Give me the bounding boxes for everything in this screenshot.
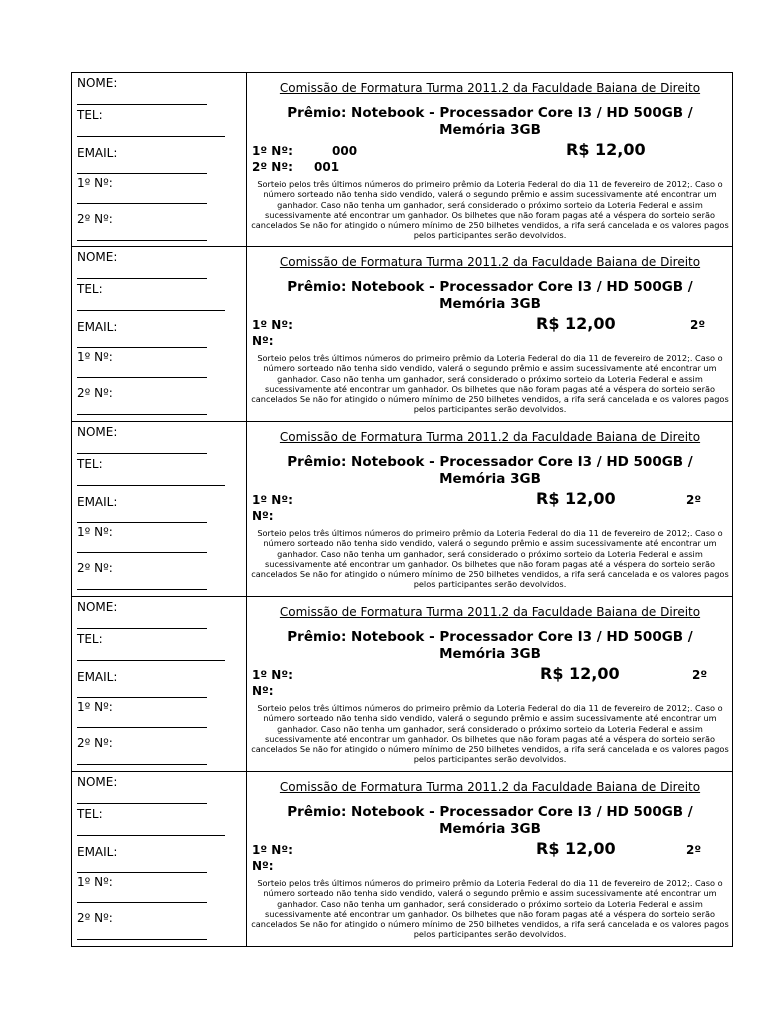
second-number-label: 2º Nº: [252,160,293,174]
name-line [77,453,207,454]
ticket-body [248,247,732,421]
ticket-price: R$ 12,00 [536,489,616,508]
second-number-value: 001 [314,160,340,174]
second-number-label: 2º Nº: [77,386,113,400]
committee-title: Comissão de Formatura Turma 2011.2 da Faculdade Baiana de Direito [279,255,701,269]
tel-label: TEL: [77,807,103,821]
ticket-stub [72,247,247,421]
committee-title: Comissão de Formatura Turma 2011.2 da Faculdade Baiana de Direito [279,780,701,794]
second-number-label: 2º Nº: [77,911,113,925]
committee-title: Comissão de Formatura Turma 2011.2 da Faculdade Baiana de Direito [279,430,701,444]
tel-label: TEL: [77,457,103,471]
first-number-label: 1º Nº: [77,176,113,190]
ticket-body [248,73,732,246]
second-number-line [77,939,207,940]
name-label: NOME: [77,250,118,264]
tel-line [77,660,225,661]
first-number-label: 1º Nº: [77,875,113,889]
ticket-price: R$ 12,00 [536,314,616,333]
tel-line [77,310,225,311]
raffle-ticket [71,72,733,247]
first-number-label: 1º Nº: [252,144,293,158]
ticket-body [248,772,732,946]
raffle-rules: Sorteio pelos três últimos números do primeiro prêmio da Loteria Federal do dia 11 de fevereiro de 2012;. Caso o número sorteado não tenha sido vendido, valerá o segundo prêmio e assim sucessivamente até encontrar um ganhador. Caso não tenha um ganhador, será considerado o próximo sorteio da Loteria Federal e assim sucessivamente até encontrar um ganhador. Os bilhetes que não foram pagas até a véspera do sorteio serão cancelados Se não for atingido o número mínimo de 250 bilhetes vendidos, a rifa será cancelada e os valores pagos pelos participantes serão devolvidos. [251,703,729,765]
second-number-label: Nº: [252,334,274,348]
ticket-stub [72,597,247,771]
raffle-rules: Sorteio pelos três últimos números do primeiro prêmio da Loteria Federal do dia 11 de fevereiro de 2012;. Caso o número sorteado não tenha sido vendido, valerá o segundo prêmio e assim sucessivamente até encontrar um ganhador. Caso não tenha um ganhador, será considerado o próximo sorteio da Loteria Federal e assim sucessivamente até encontrar um ganhador. Os bilhetes que não foram pagas até a véspera do sorteio serão cancelados Se não for atingido o número mínimo de 250 bilhetes vendidos, a rifa será cancelada e os valores pagos pelos participantes serão devolvidos. [251,353,729,415]
first-number-label: 1º Nº: [252,668,293,682]
email-label: EMAIL: [77,845,118,859]
ticket-stub [72,73,247,246]
email-label: EMAIL: [77,320,118,334]
ticket-stub [72,772,247,946]
first-number-line [77,377,207,378]
first-number-value: 000 [332,144,358,158]
first-number-label: 1º Nº: [252,318,293,332]
tel-label: TEL: [77,108,103,122]
first-number-line [77,727,207,728]
prize-title: Prêmio: Notebook - Processador Core I3 / HD 500GB / Memória 3GB [287,629,693,662]
tel-line [77,485,225,486]
second-number-label: 2º Nº: [77,212,113,226]
first-number-line [77,552,207,553]
ticket-body [248,597,732,771]
first-number-label: 1º Nº: [77,350,113,364]
raffle-rules: Sorteio pelos três últimos números do primeiro prêmio da Loteria Federal do dia 11 de fevereiro de 2012;. Caso o número sorteado não tenha sido vendido, valerá o segundo prêmio e assim sucessivamente até encontrar um ganhador. Caso não tenha um ganhador, será considerado o próximo sorteio da Loteria Federal e assim sucessivamente até encontrar um ganhador. Os bilhetes que não foram pagas até a véspera do sorteio serão cancelados Se não for atingido o número mínimo de 250 bilhetes vendidos, a rifa será cancelada e os valores pagos pelos participantes serão devolvidos. [251,179,729,241]
first-number-label: 1º Nº: [252,843,293,857]
raffle-ticket [71,597,733,772]
name-label: NOME: [77,775,118,789]
ticket-price: R$ 12,00 [536,839,616,858]
prize-title: Prêmio: Notebook - Processador Core I3 / HD 500GB / Memória 3GB [287,105,693,138]
second-number-label: Nº: [252,684,274,698]
prize-title: Prêmio: Notebook - Processador Core I3 / HD 500GB / Memória 3GB [287,454,693,487]
name-label: NOME: [77,425,118,439]
second-number-label: Nº: [252,509,274,523]
name-line [77,628,207,629]
prize-title: Prêmio: Notebook - Processador Core I3 / HD 500GB / Memória 3GB [287,279,693,312]
tel-label: TEL: [77,632,103,646]
second-number-label: 2º Nº: [77,736,113,750]
email-line [77,173,207,174]
tel-line [77,136,225,137]
first-number-label: 1º Nº: [77,700,113,714]
name-label: NOME: [77,76,118,90]
raffle-ticket [71,422,733,597]
ticket-price: R$ 12,00 [566,140,646,159]
second-number-label-top: 2º [686,493,702,507]
second-number-label: Nº: [252,859,274,873]
second-number-line [77,764,207,765]
email-label: EMAIL: [77,670,118,684]
second-number-label-top: 2º [690,318,706,332]
email-label: EMAIL: [77,495,118,509]
email-line [77,347,207,348]
first-number-label: 1º Nº: [77,525,113,539]
second-number-label-top: 2º [692,668,708,682]
raffle-rules: Sorteio pelos três últimos números do primeiro prêmio da Loteria Federal do dia 11 de fevereiro de 2012;. Caso o número sorteado não tenha sido vendido, valerá o segundo prêmio e assim sucessivamente até encontrar um ganhador. Caso não tenha um ganhador, será considerado o próximo sorteio da Loteria Federal e assim sucessivamente até encontrar um ganhador. Os bilhetes que não foram pagas até a véspera do sorteio serão cancelados Se não for atingido o número mínimo de 250 bilhetes vendidos, a rifa será cancelada e os valores pagos pelos participantes serão devolvidos. [251,528,729,590]
second-number-line [77,240,207,241]
first-number-line [77,203,207,204]
tel-line [77,835,225,836]
email-line [77,522,207,523]
second-number-label: 2º Nº: [77,561,113,575]
name-line [77,104,207,105]
email-label: EMAIL: [77,146,118,160]
second-number-line [77,414,207,415]
raffle-ticket [71,247,733,422]
raffle-rules: Sorteio pelos três últimos números do primeiro prêmio da Loteria Federal do dia 11 de fevereiro de 2012;. Caso o número sorteado não tenha sido vendido, valerá o segundo prêmio e assim sucessivamente até encontrar um ganhador. Caso não tenha um ganhador, será considerado o próximo sorteio da Loteria Federal e assim sucessivamente até encontrar um ganhador. Os bilhetes que não foram pagas até a véspera do sorteio serão cancelados Se não for atingido o número mínimo de 250 bilhetes vendidos, a rifa será cancelada e os valores pagos pelos participantes serão devolvidos. [251,878,729,940]
committee-title: Comissão de Formatura Turma 2011.2 da Faculdade Baiana de Direito [279,81,701,95]
ticket-price: R$ 12,00 [540,664,620,683]
second-number-line [77,589,207,590]
email-line [77,697,207,698]
raffle-ticket [71,772,733,947]
first-number-label: 1º Nº: [252,493,293,507]
first-number-line [77,902,207,903]
email-line [77,872,207,873]
name-line [77,278,207,279]
committee-title: Comissão de Formatura Turma 2011.2 da Faculdade Baiana de Direito [279,605,701,619]
ticket-body [248,422,732,596]
ticket-stub [72,422,247,596]
prize-title: Prêmio: Notebook - Processador Core I3 / HD 500GB / Memória 3GB [287,804,693,837]
ticket-sheet [71,72,733,947]
second-number-label-top: 2º [686,843,702,857]
name-label: NOME: [77,600,118,614]
name-line [77,803,207,804]
tel-label: TEL: [77,282,103,296]
